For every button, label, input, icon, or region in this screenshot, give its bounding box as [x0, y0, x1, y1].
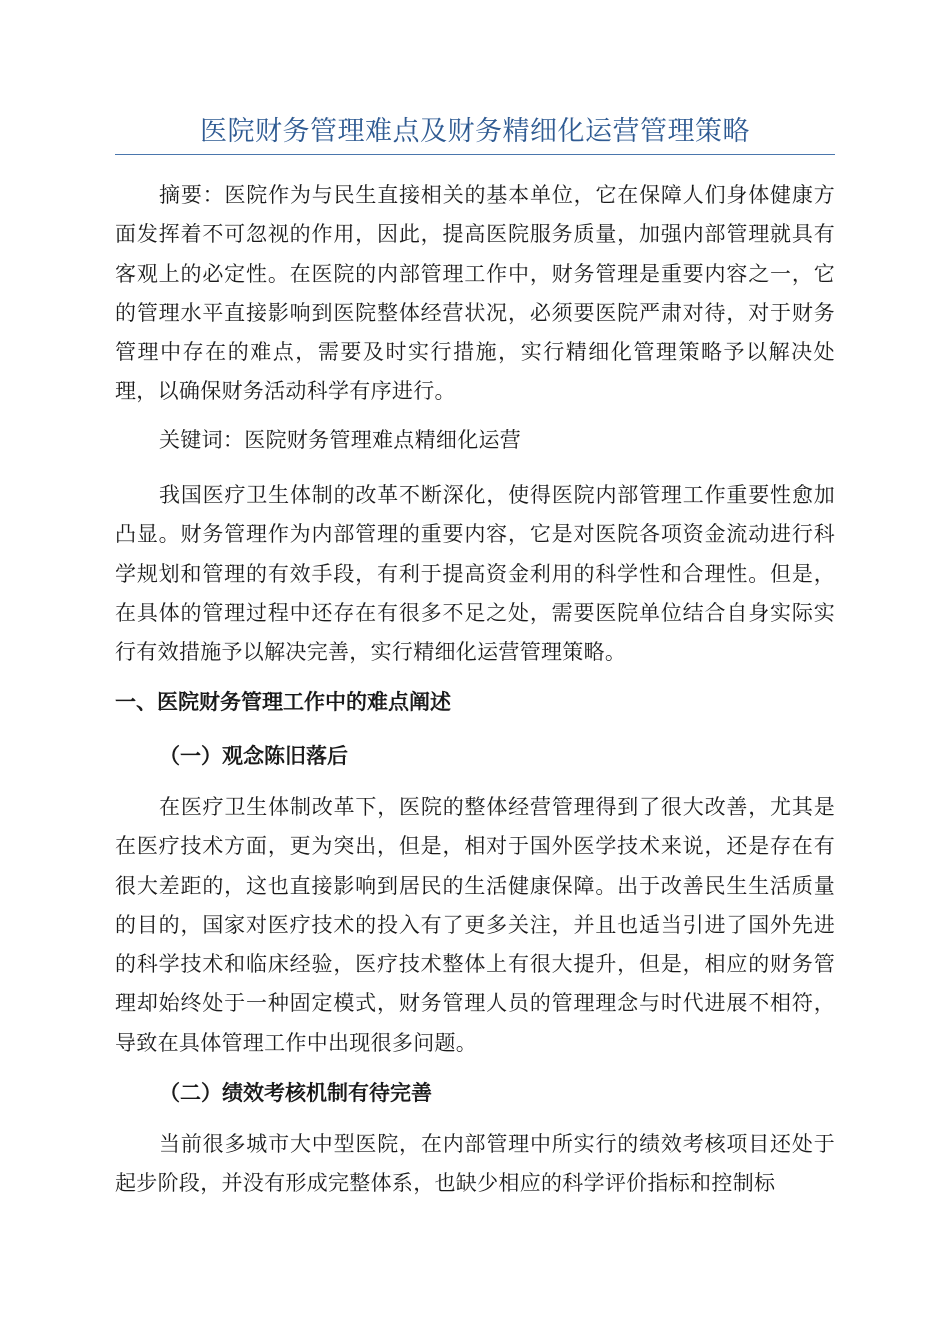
title-underline — [115, 154, 835, 155]
subsection-body-1: 在医疗卫生体制改革下，医院的整体经营管理得到了很大改善，尤其是在医疗技术方面，更为突出，但是，相对于国外医学技术来说，还是存在有很大差距的，这也直接影响到居民的生活健康保障。出于改善民生生活质量的目的，国家对医疗技术的投入有了更多关注，并且也适当引进了国外先进的科学技术和临床经验，医疗技术整体上有很大提升，但是，相应的财务管理却始终处于一种固定模式，财务管理人员的管理理念与时代进展不相符，导致在具体管理工作中出现很多问题。 — [115, 795, 835, 1055]
subsection-heading-2: （二）绩效考核机制有待完善 — [159, 1080, 432, 1105]
abstract-paragraph: 摘要：医院作为与民生直接相关的基本单位，它在保障人们身体健康方面发挥着不可忽视的作用，因此，提高医院服务质量，加强内部管理就具有客观上的必定性。在医院的内部管理工作中，财务管理是重要内容之一，它的管理水平直接影响到医院整体经营状况，必须要医院严肃对待，对于财务管理中存在的难点，需要及时实行措施，实行精细化管理策略予以解决处理，以确保财务活动科学有序进行。 — [115, 183, 835, 404]
intro-paragraph: 我国医疗卫生体制的改革不断深化，使得医院内部管理工作重要性愈加凸显。财务管理作为内部管理的重要内容，它是对医院各项资金流动进行科学规划和管理的有效手段，有利于提高资金利用的科学性和合理性。但是，在具体的管理过程中还存在有很多不足之处，需要医院单位结合自身实际实行有效措施予以解决完善，实行精细化运营管理策略。 — [115, 483, 835, 665]
document-title: 医院财务管理难点及财务精细化运营管理策略 — [200, 116, 750, 147]
subsection-heading-1: （一）观念陈旧落后 — [159, 743, 348, 768]
section-heading-1: 一、医院财务管理工作中的难点阐述 — [115, 690, 451, 714]
subsection-body-2: 当前很多城市大中型医院，在内部管理中所实行的绩效考核项目还处于起步阶段，并没有形成完整体系，也缺少相应的科学评价指标和控制标 — [115, 1132, 835, 1196]
keywords-paragraph: 关键词：医院财务管理难点精细化运营 — [159, 428, 522, 452]
